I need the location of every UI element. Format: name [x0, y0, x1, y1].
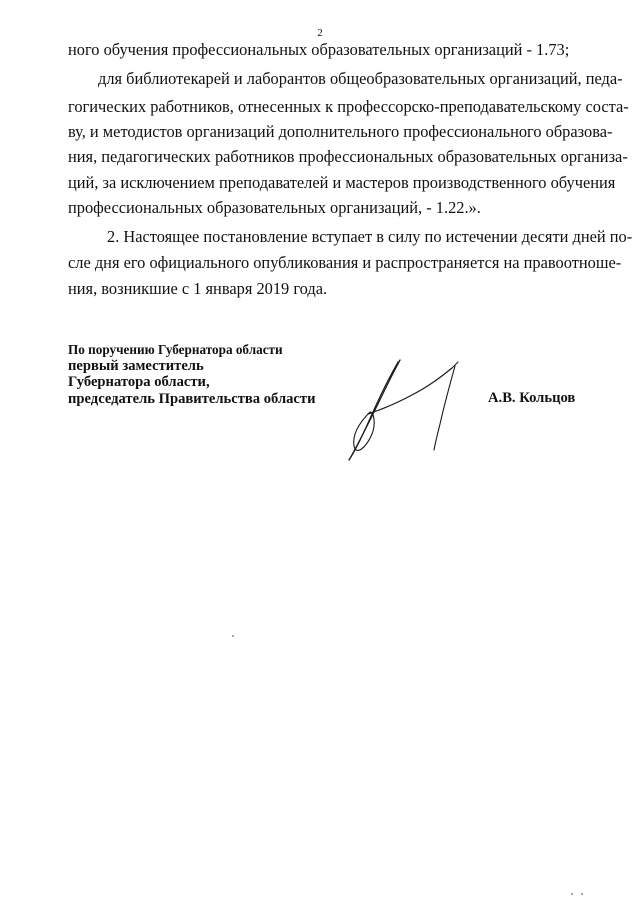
- paragraph-line: ния, возникшие с 1 января 2019 года.: [68, 279, 328, 298]
- scan-artifact: [571, 893, 573, 895]
- paragraph-line: ций, за исключением преподавателей и мастеров производственного обучения: [68, 173, 616, 192]
- paragraph-line: 2. Настоящее постановление вступает в силу по истечении десяти дней по-: [107, 227, 633, 246]
- paragraph-line: ву, и методистов организаций дополнительного профессионального образова-: [68, 122, 613, 141]
- page-number: 2: [317, 27, 323, 39]
- scan-artifact: [581, 893, 583, 895]
- paragraph-line: гогических работников, отнесенных к профессорско-преподавательскому соста-: [68, 97, 629, 116]
- paragraph-line: для библиотекарей и лаборантов общеобразовательных организаций, педа-: [98, 69, 623, 88]
- signer-position-line: первый заместитель: [68, 358, 204, 374]
- paragraph-line: ния, педагогических работников профессиональных образовательных организа-: [68, 147, 628, 166]
- paragraph-line: ного обучения профессиональных образовательных организаций - 1.73;: [68, 40, 570, 59]
- scan-artifact: [232, 635, 234, 637]
- signer-name: А.В. Кольцов: [488, 390, 576, 406]
- paragraph-line: сле дня его официального опубликования и распространяется на правоотноше-: [68, 253, 622, 272]
- signer-position-line: Губернатора области,: [68, 374, 210, 390]
- paragraph-line: профессиональных образовательных организаций, - 1.22.».: [68, 198, 481, 217]
- signer-position-line: председатель Правительства области: [68, 391, 316, 407]
- handwritten-signature-icon: [340, 352, 470, 464]
- signature-on-behalf: По поручению Губернатора области: [68, 342, 283, 357]
